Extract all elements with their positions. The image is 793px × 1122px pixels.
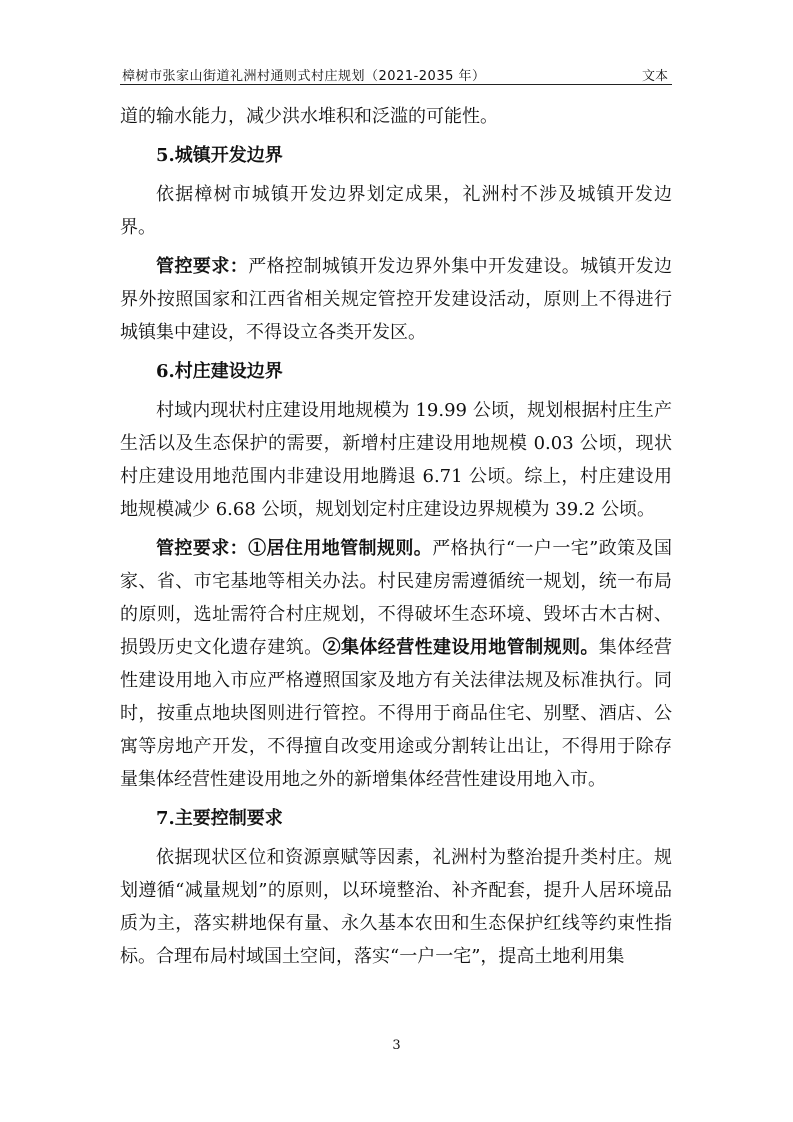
control-label: 管控要求： — [156, 538, 249, 559]
page-header — [120, 62, 672, 85]
control-text: 严格控制城镇开发边界外集中开发建设。城镇开发边界外按照国家和江西省相关规定管控开发建设活动，原则上不得进行城镇集中建设，不得设立各类开发区。 — [120, 256, 673, 343]
page-content — [120, 100, 672, 979]
paragraph-village-control — [120, 532, 672, 796]
rule-residential-label: ①居住用地管制规则。 — [248, 538, 433, 559]
section-heading-5: 5.城镇开发边界 — [156, 145, 283, 166]
rule-collective-text: 集体经营性建设用地入市应严格遵照国家及地方有关法律法规及标准执行。同时，按重点地块图则进行管控。不得用于商品住宅、别墅、酒店、公寓等房地产开发，不得擅自改变用途或分割转让出让，不得用于除存量集体经营性建设用地之外的新增集体经营性建设用地入市。 — [120, 637, 673, 790]
rule-residential-text: 严格执行“一户一宅”政策及国家、省、市宅基地等相关办法。村民建房需遵循统一规划，统一布局的原则，选址需符合村庄规划，不得破坏生态环境、毁坏古木古树、损毁历史文化遗存建筑。 — [120, 538, 673, 658]
paragraph-urban-control — [120, 250, 672, 349]
control-label: 管控要求： — [156, 256, 249, 277]
rule-collective-label: ②集体经营性建设用地管制规则。 — [322, 637, 599, 658]
document-type-label: 文本 — [641, 69, 668, 84]
page-number: 3 — [392, 1038, 401, 1053]
section-heading-7: 7.主要控制要求 — [156, 808, 283, 829]
paragraph-village-boundary: 村域内现状村庄建设用地规模为 19.99 公顷，规划根据村庄生产生活以及生态保护的需要，新增村庄建设用地规模 0.03 公顷，现状村庄建设用地范围内非建设用地腾退 6.71 公顷。综上，村庄建设用地规模减少 6.68 公顷，规划划定村庄建设边界规模为 39.2 公顷。 — [120, 400, 672, 520]
document-title: 樟树市张家山街道礼洲村通则式村庄规划（2021-2035 年） — [122, 69, 486, 84]
paragraph-urban-boundary: 依据樟树市城镇开发边界划定成果，礼洲村不涉及城镇开发边界。 — [120, 184, 672, 238]
paragraph-continuation: 道的输水能力，减少洪水堆积和泛滥的可能性。 — [120, 106, 498, 127]
paragraph-main-control: 依据现状区位和资源禀赋等因素，礼洲村为整治提升类村庄。规划遵循“减量规划”的原则，以环境整治、补齐配套，提升人居环境品质为主，落实耕地保有量、永久基本农田和生态保护红线等约束性指标。合理布局村域国土空间，落实“一户一宅”，提高土地利用集 — [120, 847, 672, 967]
section-heading-6: 6.村庄建设边界 — [156, 361, 283, 382]
